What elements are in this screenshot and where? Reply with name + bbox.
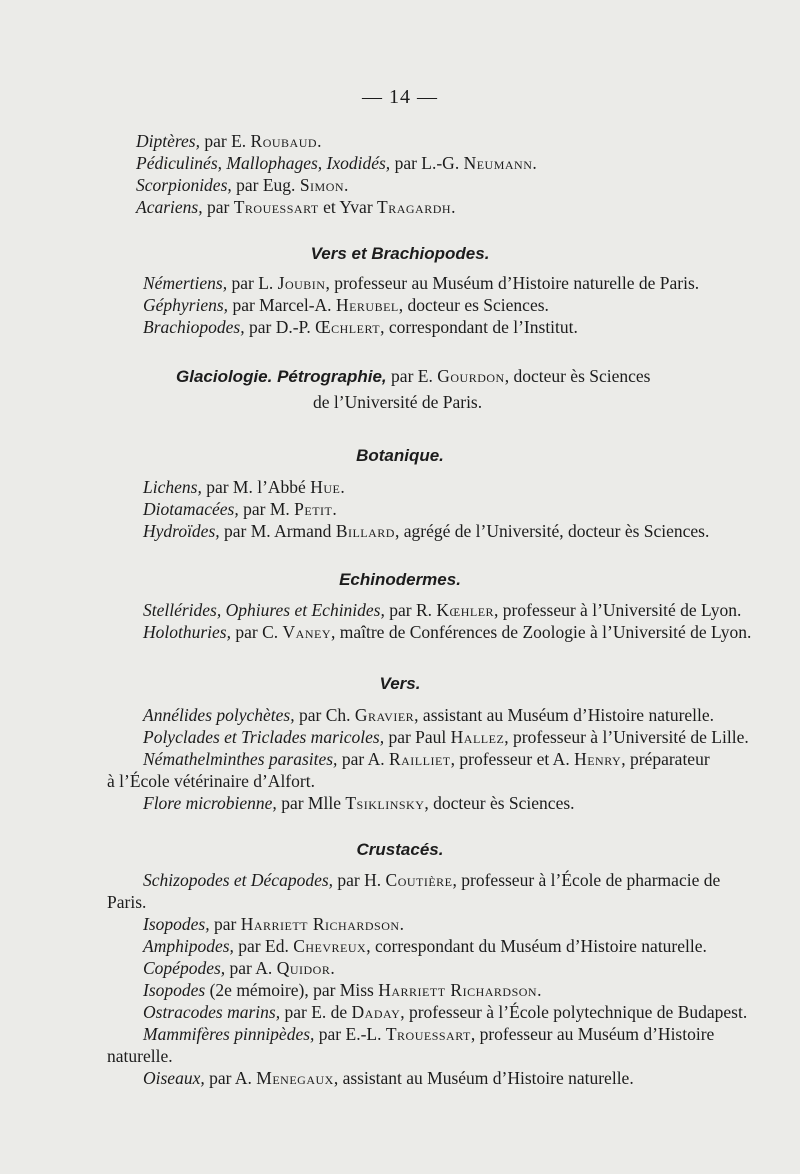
entry-amphipodes: Amphipodes, par Ed. Chevreux, correspondant du Muséum d’Histoire naturelle.	[143, 936, 707, 956]
entry-brachiopodes: Brachiopodes, par D.-P. Œchlert, correspondant de l’Institut.	[143, 317, 578, 337]
entry-nemathelminthes-cont: à l’École vétérinaire d’Alfort.	[107, 771, 315, 791]
entry-lichens: Lichens, par M. l’Abbé Hue.	[143, 477, 345, 497]
entry-mammiferes-cont: naturelle.	[107, 1046, 173, 1066]
entry-nemertiens: Némertiens, par L. Joubin, professeur au Muséum d’Histoire naturelle de Paris.	[143, 273, 700, 293]
entry-ostracodes: Ostracodes marins, par E. de Daday, professeur à l’École polytechnique de Budapest.	[143, 1002, 748, 1022]
entry-holothuries: Holothuries, par C. Vaney, maître de Conférences de Zoologie à l’Université de Lyon.	[143, 622, 752, 642]
page-number: — 14 —	[362, 86, 438, 108]
entry-stellerides: Stellérides, Ophiures et Echinides, par R. Kœhler, professeur à l’Université de Lyon.	[143, 600, 742, 620]
heading-vers-brachiopodes: Vers et Brachiopodes.	[310, 244, 490, 263]
entry-pediculines: Pédiculinés, Mallophages, Ixodidés, par L.-G. Neumann.	[136, 153, 537, 173]
entry-mammiferes: Mammifères pinnipèdes, par E.-L. Trouessart, professeur au Muséum d’Histoire	[143, 1024, 715, 1044]
heading-vers: Vers.	[379, 674, 421, 693]
entry-flore-microbienne: Flore microbienne, par Mlle Tsiklinsky, docteur ès Sciences.	[143, 793, 575, 813]
heading-crustaces: Crustacés.	[356, 840, 444, 859]
entry-nemathelminthes: Némathelminthes parasites, par A. Railliet, professeur et A. Henry, préparateur	[143, 749, 710, 769]
entry-glaciologie-line2: de l’Université de Paris.	[313, 392, 483, 412]
heading-echinodermes: Echinodermes.	[339, 570, 461, 589]
entry-hydroides: Hydroïdes, par M. Armand Billard, agrégé de l’Université, docteur ès Sciences.	[143, 521, 710, 541]
entry-copepodes: Copépodes, par A. Quidor.	[143, 958, 335, 978]
entry-annelides: Annélides polychètes, par Ch. Gravier, assistant au Muséum d’Histoire naturelle.	[143, 705, 715, 725]
entry-polyclades: Polyclades et Triclades maricoles, par Paul Hallez, professeur à l’Université de Lille.	[143, 727, 749, 747]
entry-scorpionides: Scorpionides, par Eug. Simon.	[136, 175, 349, 195]
entry-isopodes-2: Isopodes (2e mémoire), par Miss Harriett Richardson.	[143, 980, 542, 1000]
entry-gephyriens: Géphyriens, par Marcel-A. Herubel, docteur es Sciences.	[143, 295, 549, 315]
heading-botanique: Botanique.	[356, 446, 444, 465]
entry-oiseaux: Oiseaux, par A. Menegaux, assistant au Muséum d’Histoire naturelle.	[143, 1068, 634, 1088]
entry-glaciologie: Glaciologie. Pétrographie, par E. Gourdon, docteur ès Sciences	[176, 366, 651, 386]
entry-isopodes: Isopodes, par Harriett Richardson.	[143, 914, 404, 934]
entry-schizopodes-cont: Paris.	[107, 892, 147, 912]
entry-acariens: Acariens, par Trouessart et Yvar Tragardh.	[136, 197, 456, 217]
entry-diotamacees: Diotamacées, par M. Petit.	[143, 499, 337, 519]
entry-schizopodes: Schizopodes et Décapodes, par H. Coutière, professeur à l’École de pharmacie de	[143, 870, 721, 890]
entry-dipteres: Diptères, par E. Roubaud.	[136, 131, 322, 151]
